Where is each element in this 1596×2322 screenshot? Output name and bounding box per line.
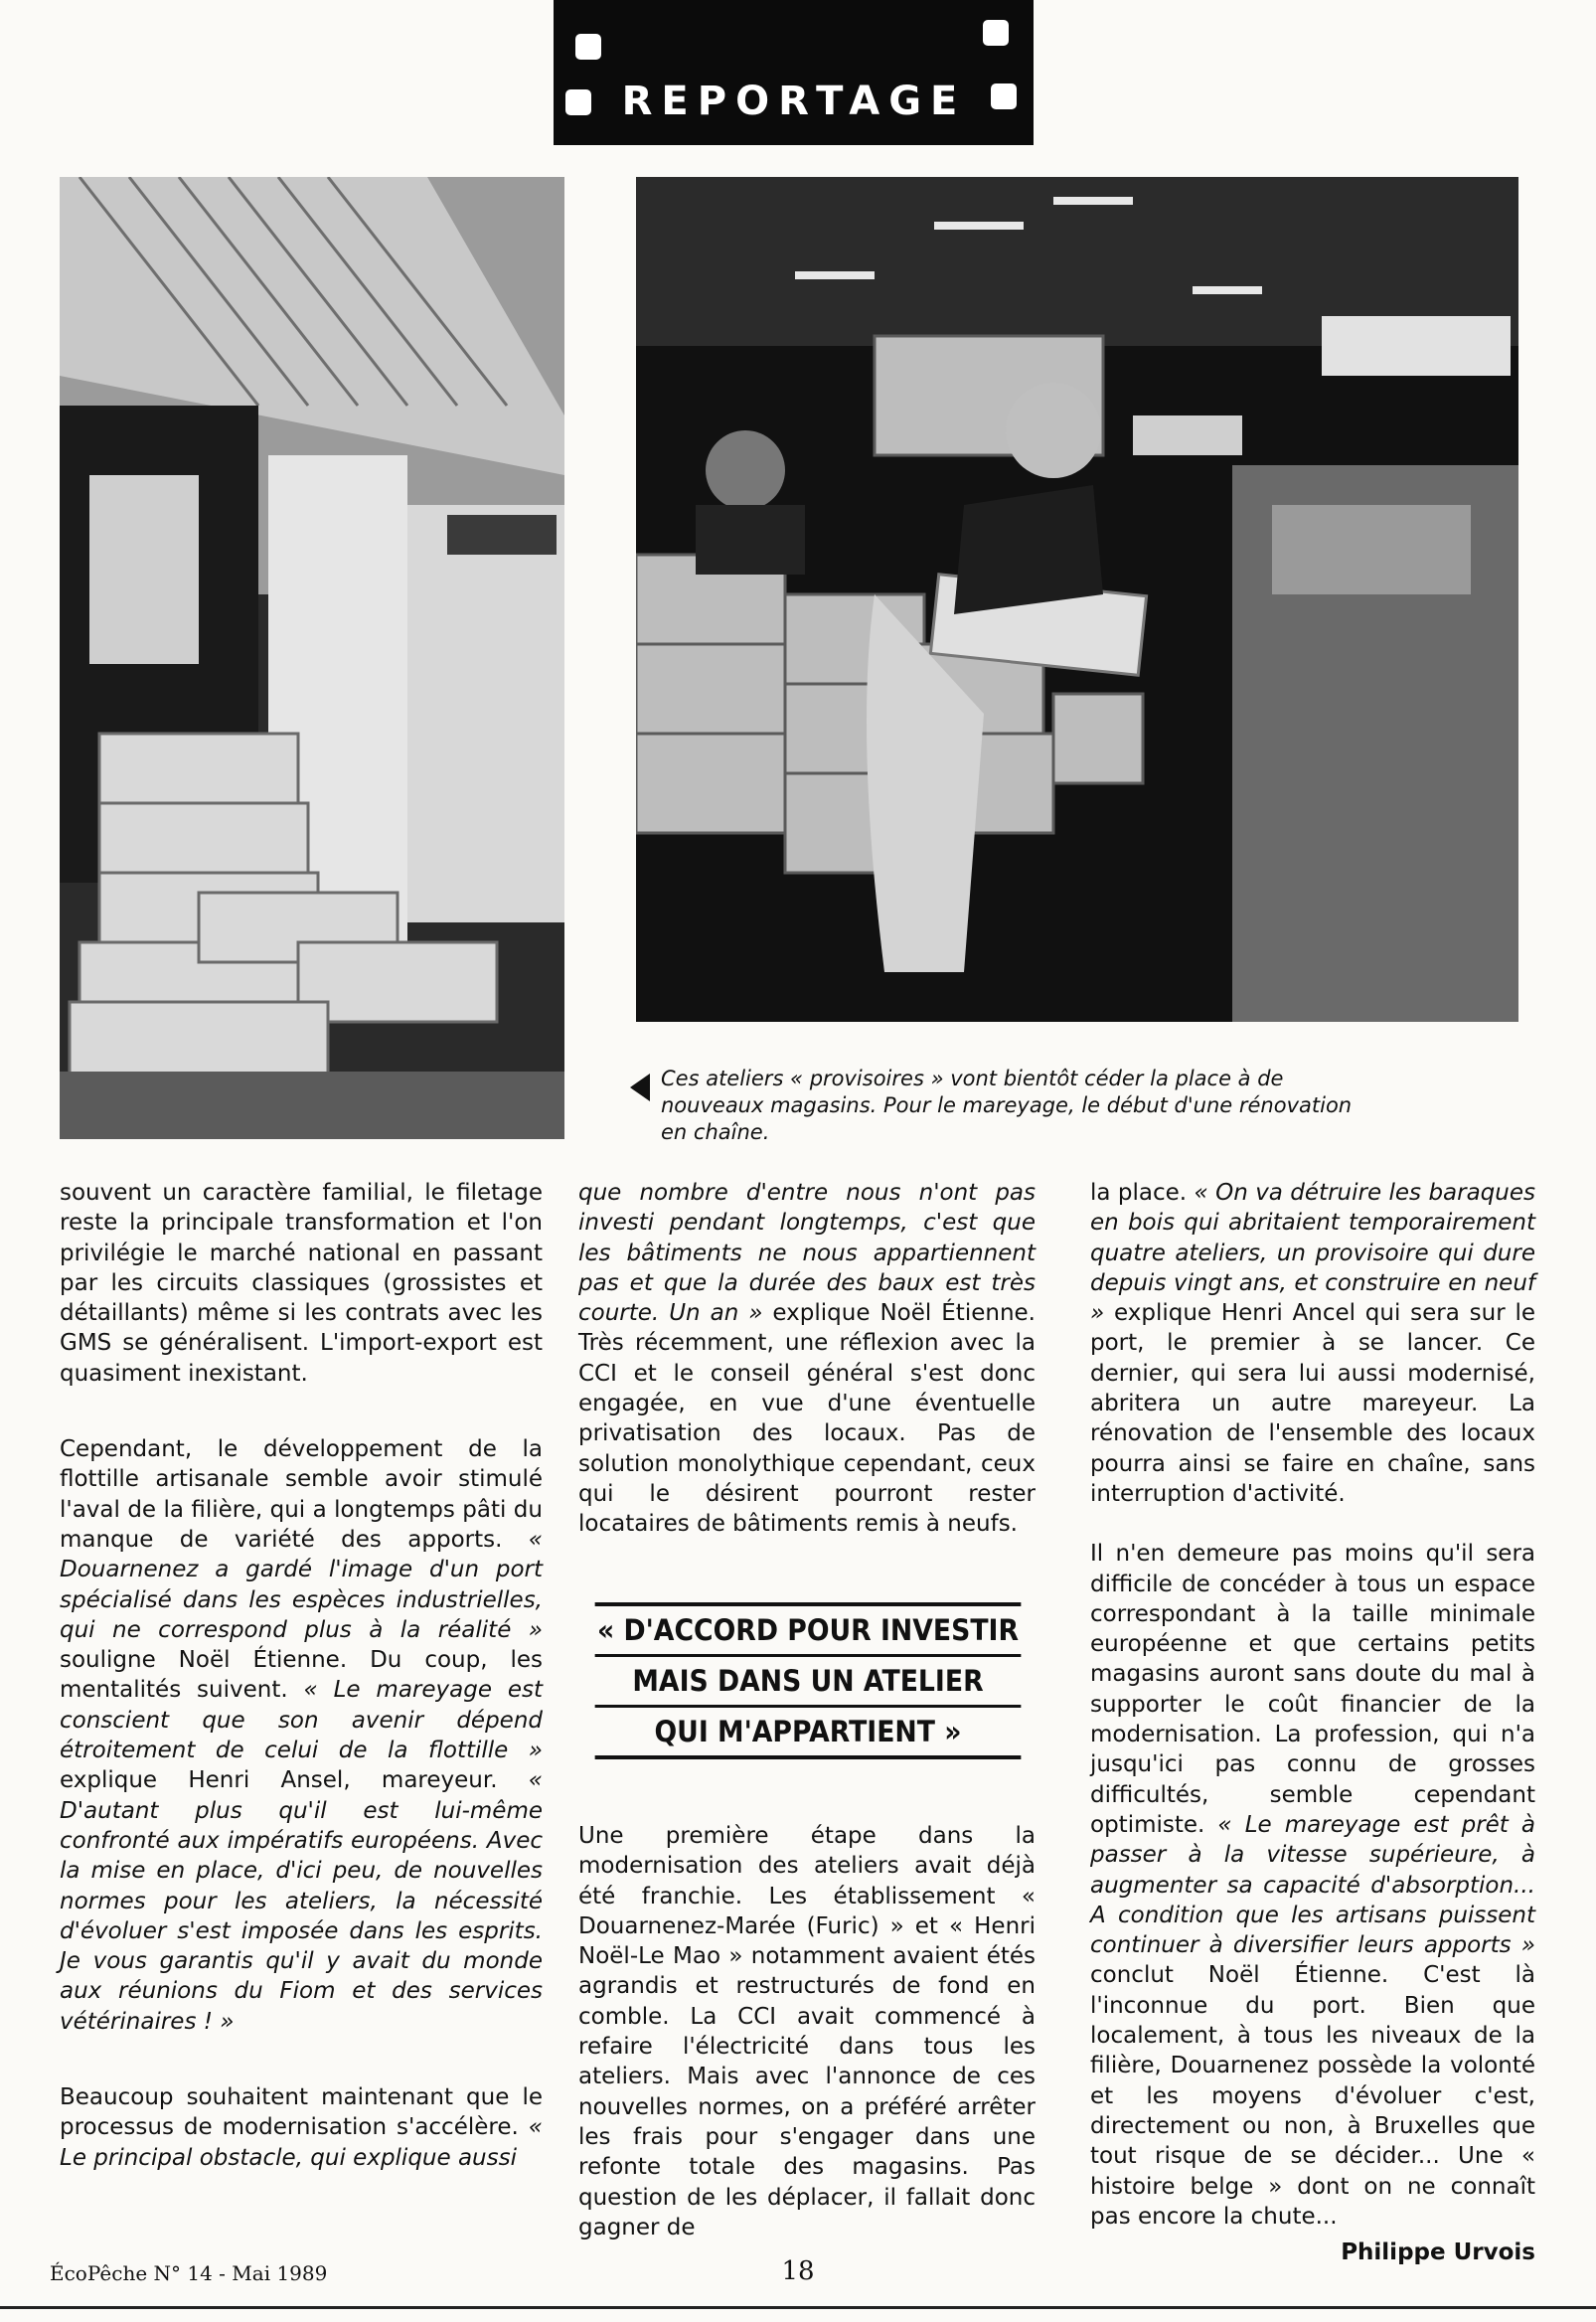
article-column-2	[578, 1178, 1036, 1540]
article-column-3	[1090, 1178, 1535, 2232]
section-badge	[554, 0, 1034, 145]
paragraph: Cependant, le développement de la flottille artisanale semble avoir stimulé l'aval de la filière, qui a longtemps pâti du manque de variété des apports. « Douarnenez a gardé l'image d'un port spécialisé dans les espèces industrielles, qui ne correspond plus à la réalité » souligne Noël Étienne. Du coup, les mentalités suivent. « Le mareyage est conscient que son avenir dépend étroitement de celui de la flottille » explique Henri Ansel, mareyeur. « D'autant plus qu'il est lui-même confronté aux impératifs européens. Avec la mise en place, d'ici peu, de nouvelles normes pour les ateliers, la nécessité d'évoluer s'est imposée dans les esprits. Je vous garantis qu'il y avait du monde aux réunions du Fiom et des services vétérinaires ! »	[60, 1436, 543, 2035]
paragraph: que nombre d'entre nous n'ont pas investi pendant longtemps, c'est que les bâtiments ne nous appartiennent pas et que la durée des baux est très courte. Un an » explique Noël Étienne. Très récemment, une réflexion avec la CCI et le conseil général s'est donc engagée, en vue d'une éventuelle privatisation des locaux. Pas de solution monolythique cependant, ceux qui le désirent pourront rester locataires de bâtiments remis à neufs.	[578, 1180, 1036, 1538]
paragraph: Une première étape dans la modernisation des ateliers avait déjà été franchie. Les établissement « Douarnenez-Marée (Furic) » et « Henri Noël-Le Mao » notamment avaient étés agrandis et restructurés de fond en comble. La CCI avait commencé à refaire l'électricité dans tous les ateliers. Mais avec l'annonce de ces nouvelles normes, on a préféré arrêter les frais pour s'engager dans une refonte totale des magasins. Pas question de les déplacer, il fallait donc gagner de	[578, 1823, 1036, 2240]
film-perforation-icon	[575, 34, 601, 60]
publication-footer: ÉcoPêche N° 14 - Mai 1989	[50, 2261, 328, 2285]
caption-arrow-icon	[630, 1074, 650, 1101]
outdoor-sheds-photo-icon	[60, 177, 564, 1139]
film-perforation-icon	[983, 20, 1009, 46]
pull-quote-line: MAIS DANS UN ATELIER	[595, 1657, 1022, 1708]
pull-quote-line: QUI M'APPARTIENT »	[595, 1708, 1022, 1759]
article-column-1	[60, 1178, 543, 2173]
article-column-2-continued	[578, 1821, 1036, 2242]
paragraph: Il n'en demeure pas moins qu'il sera difficile de concéder à tous un espace correspondant à la taille minimale européenne et que certains petits magasins auront sans doute du mal à supporter le coût financier de la modernisation. La profession, qui n'a jusqu'ici pas connu de grosses difficultés, semble cependant optimiste. « Le mareyage est prêt à passer à la vitesse supérieure, à augmenter sa capacité d'absorption... A condition que les artisans puissent continuer à diversifier leurs apports » conclut Noël Étienne. C'est là l'inconnue du port. Bien que localement, à tous les niveaux de la filière, Douarnenez possède la volonté et les moyens d'évoluer c'est, directement ou non, à Bruxelles que tout risque de se décider... Une « histoire belge » dont on ne connaît pas encore la chute...	[1090, 1541, 1535, 2230]
pull-quote	[595, 1602, 1022, 1759]
section-label: REPORTAGE	[621, 79, 967, 124]
packing-workshop-photo-icon	[636, 177, 1518, 1022]
photo-fish-crates	[60, 177, 564, 1139]
photo-caption: Ces ateliers « provisoires » vont bientôt céder la place à de nouveaux magasins. Pour le mareyage, le début d'une rénovation en chaîne.	[661, 1067, 1353, 1144]
page-edge-divider	[0, 2306, 1596, 2309]
film-perforation-icon	[565, 89, 591, 115]
paragraph: souvent un caractère familial, le filetage reste la principale transformation et l'on privilégie le marché national en passant par les circuits classiques (grossistes et détaillants) même si les contrats avec les GMS se généralisent. L'import-export est quasiment inexistant.	[60, 1180, 543, 1387]
photo-packing-workers	[636, 177, 1518, 1022]
page-number: 18	[781, 2256, 815, 2286]
paragraph: la place. « On va détruire les baraques en bois qui abritaient temporairement quatre ateliers, un provisoire qui dure depuis vingt ans, et construire en neuf » explique Henri Ancel qui sera sur le port, le premier à se lancer. Ce dernier, qui sera lui aussi modernisé, abritera un autre mareyeur. La rénovation de l'ensemble des locaux pourra ainsi se faire en chaîne, sans interruption d'activité.	[1090, 1180, 1535, 1507]
author-byline: Philippe Urvois	[1341, 2239, 1535, 2265]
pull-quote-line: « D'ACCORD POUR INVESTIR	[595, 1602, 1022, 1657]
film-perforation-icon	[991, 83, 1017, 109]
paragraph: Beaucoup souhaitent maintenant que le processus de modernisation s'accélère. « Le principal obstacle, qui explique aussi	[60, 2084, 543, 2171]
